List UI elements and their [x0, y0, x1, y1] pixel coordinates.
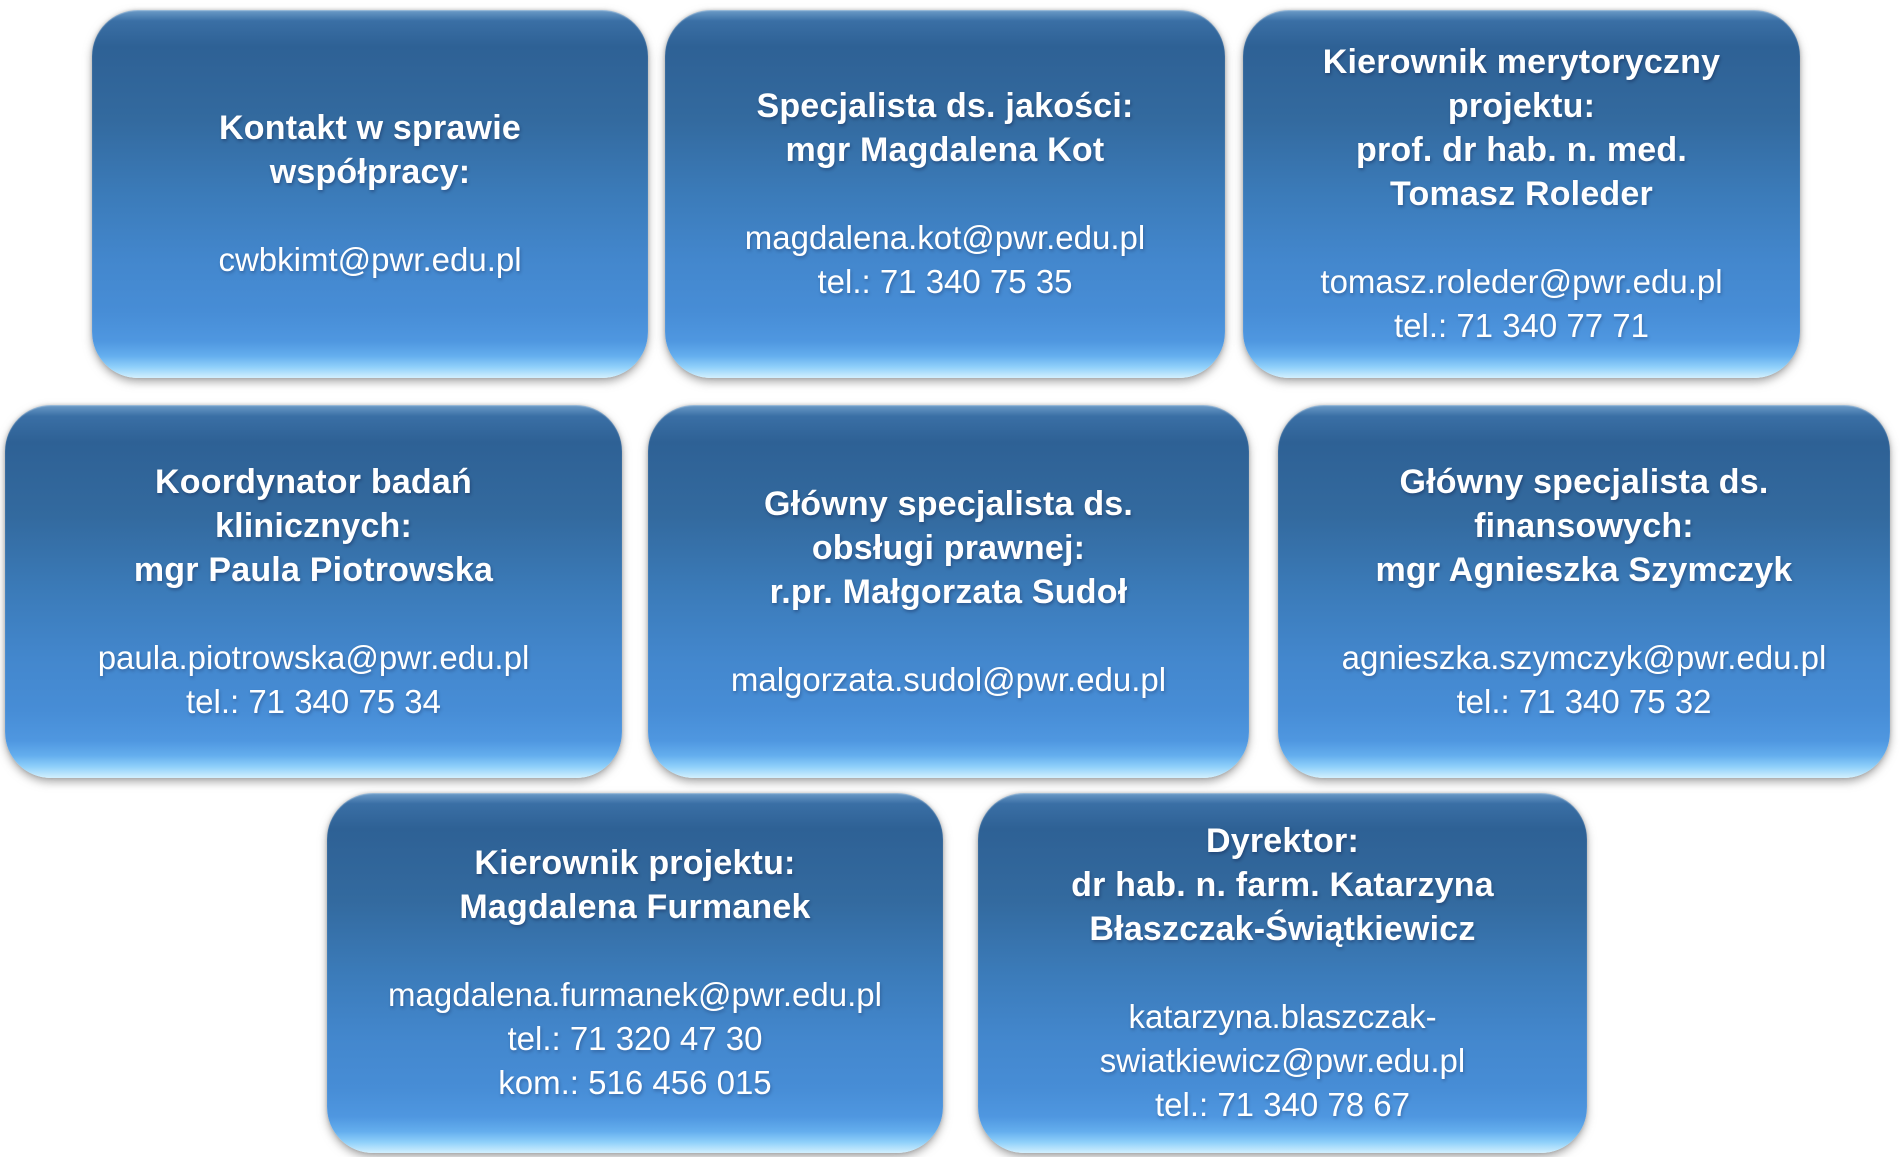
- email-line: katarzyna.blaszczak-: [1128, 998, 1437, 1035]
- card-heading: [459, 841, 810, 929]
- phone-line: tel.: 71 340 75 32: [1456, 682, 1712, 720]
- card-contact: [1320, 260, 1722, 348]
- contact-card-specjalista-jakosci: [665, 10, 1225, 378]
- card-person-name: mgr Agnieszka Szymczyk: [1375, 550, 1793, 589]
- contact-card-specjalista-finansowy: [1278, 405, 1890, 778]
- card-heading: [1071, 819, 1494, 951]
- card-title-line: Specjalista ds. jakości:: [756, 87, 1134, 125]
- contact-card-specjalista-obslugi-prawnej: [648, 405, 1249, 778]
- phone-line: tel.: 71 340 78 67: [1154, 1086, 1411, 1123]
- card-contact: [1342, 636, 1827, 724]
- card-title-line: klinicznych:: [214, 506, 412, 545]
- card-heading: [756, 84, 1133, 172]
- card-title-line: Główny specjalista ds.: [1399, 462, 1769, 501]
- email-line: tomasz.roleder@pwr.edu.pl: [1320, 263, 1723, 300]
- card-title-line: Dyrektor:: [1206, 822, 1359, 860]
- card-contact: [218, 238, 521, 282]
- card-contact: [731, 658, 1166, 702]
- card-heading: [219, 106, 521, 194]
- phone-line: tel.: 71 340 75 35: [817, 263, 1073, 300]
- card-person-title-line: dr hab. n. farm. Katarzyna: [1071, 866, 1494, 904]
- card-person-name: mgr Magdalena Kot: [785, 131, 1105, 169]
- card-title-line: Główny specjalista ds.: [763, 484, 1134, 523]
- card-person-name: Błaszczak-Świątkiewicz: [1089, 910, 1476, 948]
- email-line: magdalena.furmanek@pwr.edu.pl: [388, 976, 882, 1013]
- email-line: magdalena.kot@pwr.edu.pl: [744, 219, 1146, 256]
- email-line: paula.piotrowska@pwr.edu.pl: [97, 638, 530, 676]
- card-heading: [134, 460, 493, 592]
- card-title-line: finansowych:: [1474, 506, 1694, 545]
- card-title-line: Kierownik merytoryczny: [1322, 43, 1721, 81]
- card-heading: [1376, 460, 1793, 592]
- card-heading: [1323, 40, 1720, 216]
- email-line: agnieszka.szymczyk@pwr.edu.pl: [1341, 638, 1827, 676]
- email-line: swiatkiewicz@pwr.edu.pl: [1099, 1042, 1466, 1079]
- card-contact: [745, 216, 1145, 304]
- mobile-line: kom.: 516 456 015: [498, 1064, 772, 1101]
- contact-card-dyrektor: [978, 793, 1587, 1153]
- card-title-line: projektu:: [1447, 87, 1596, 125]
- email-line: malgorzata.sudol@pwr.edu.pl: [730, 660, 1167, 698]
- email-line: cwbkimt@pwr.edu.pl: [218, 241, 522, 278]
- card-contact: [1100, 995, 1465, 1127]
- card-person-name: Magdalena Furmanek: [459, 888, 811, 926]
- contact-card-kierownik-merytoryczny: [1243, 10, 1800, 378]
- card-person-title-line: prof. dr hab. n. med.: [1356, 131, 1687, 169]
- card-contact: [98, 636, 530, 724]
- card-person-name: Tomasz Roleder: [1390, 175, 1653, 213]
- card-title-line: Koordynator badań: [155, 462, 472, 501]
- card-person-name: mgr Paula Piotrowska: [133, 550, 494, 589]
- card-title-line: współpracy:: [269, 153, 471, 191]
- contact-card-koordynator-badan-klinicznych: [5, 405, 622, 778]
- card-heading: [764, 482, 1133, 614]
- phone-line: tel.: 71 320 47 30: [507, 1020, 763, 1057]
- contact-card-kierownik-projektu: [327, 793, 943, 1153]
- card-title-line: obsługi prawnej:: [811, 528, 1086, 567]
- card-contact: [388, 973, 882, 1105]
- phone-line: tel.: 71 340 77 71: [1393, 307, 1650, 344]
- contact-card-kontakt-wspolpracy: [92, 10, 648, 378]
- card-title-line: Kierownik projektu:: [474, 844, 796, 882]
- phone-line: tel.: 71 340 75 34: [185, 682, 442, 720]
- card-title-line: Kontakt w sprawie: [219, 109, 521, 147]
- card-person-name: r.pr. Małgorzata Sudoł: [769, 572, 1128, 611]
